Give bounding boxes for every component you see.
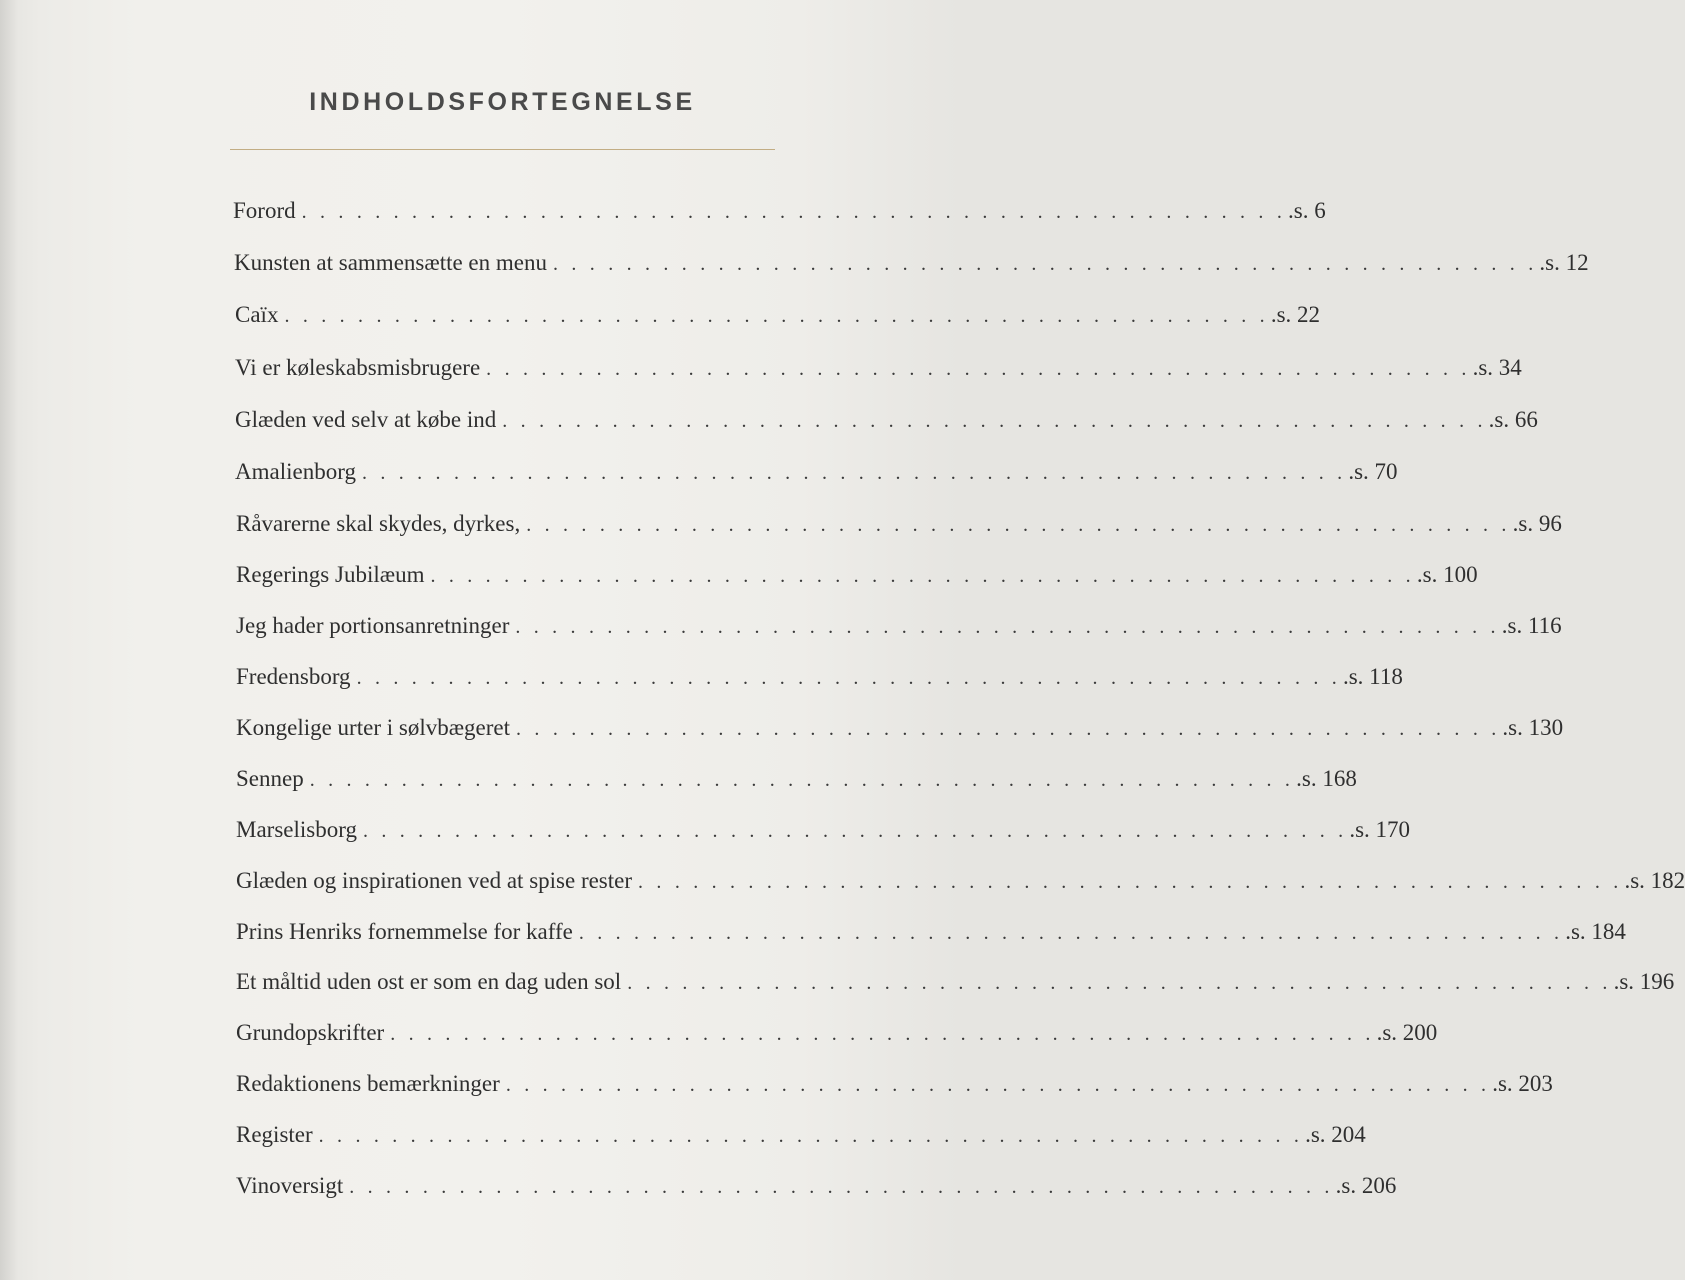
toc-entry	[234, 250, 1589, 276]
toc-entry-title: Prins Henriks fornemmelse for kaffe	[236, 919, 573, 944]
toc-entry	[235, 355, 1522, 381]
toc-entry-page: .s. 70	[1348, 459, 1398, 484]
toc-entry-page: .s. 204	[1305, 1122, 1366, 1147]
toc-entry-title: Jeg hader portionsanretninger	[236, 613, 510, 638]
toc-entry	[236, 868, 1685, 894]
dot-leader: . . . . . . . . . . . . . . . . . . . . . . . . . . . . . . . . . . . . . . . . . . . . . . . . . . . . . .	[356, 667, 1341, 689]
toc-entry-title: Marselisborg	[236, 817, 357, 842]
dot-leader: . . . . . . . . . . . . . . . . . . . . . . . . . . . . . . . . . . . . . . . . . . . . . . . . . . . . . .	[361, 462, 1347, 484]
toc-entry-page: .s. 66	[1488, 407, 1538, 432]
toc-entry-title: Regerings Jubilæum	[236, 562, 425, 587]
toc-entry-title: Sennep	[236, 766, 304, 791]
toc-entry	[236, 969, 1675, 995]
toc-entry-title: Kunsten at sammensætte en menu	[234, 250, 547, 275]
toc-entry	[236, 766, 1357, 792]
dot-leader: . . . . . . . . . . . . . . . . . . . . . . . . . . . . . . . . . . . . . . . . . . . . . . . . . . . . . .	[486, 358, 1471, 380]
toc-entry-title: Amalienborg	[235, 459, 356, 484]
page-title: INDHOLDSFORTEGNELSE	[309, 88, 696, 116]
toc-entry	[236, 1122, 1366, 1148]
toc-entry	[236, 511, 1562, 537]
toc-entry-title: Et måltid uden ost er som en dag uden sol	[236, 969, 622, 994]
toc-entry-page: .s. 96	[1512, 511, 1562, 536]
toc-entry-page: .s. 206	[1335, 1173, 1397, 1198]
toc-entry	[236, 562, 1478, 588]
toc-entry-page: .s. 170	[1349, 817, 1411, 842]
dot-leader: . . . . . . . . . . . . . . . . . . . . . . . . . . . . . . . . . . . . . . . . . . . . . . . . . . . . . .	[638, 871, 1623, 893]
toc-entry-title: Forord	[233, 198, 296, 223]
toc-entry	[236, 715, 1564, 741]
toc-entry-page: .s. 130	[1502, 715, 1564, 740]
dot-leader: . . . . . . . . . . . . . . . . . . . . . . . . . . . . . . . . . . . . . . . . . . . . . . . . . . . . . .	[526, 514, 1511, 536]
toc-entry	[236, 664, 1403, 690]
toc-entry-page: .s. 100	[1416, 562, 1478, 587]
dot-leader: . . . . . . . . . . . . . . . . . . . . . . . . . . . . . . . . . . . . . . . . . . . . . . . . . . . . . .	[578, 922, 1564, 944]
dot-leader: . . . . . . . . . . . . . . . . . . . . . . . . . . . . . . . . . . . . . . . . . . . . . . . . . . . . . .	[505, 1074, 1491, 1096]
toc-entry-page: .s. 203	[1492, 1071, 1553, 1096]
toc-entry	[236, 919, 1626, 945]
dot-leader: . . . . . . . . . . . . . . . . . . . . . . . . . . . . . . . . . . . . . . . . . . . . . . . . . . . . . .	[390, 1023, 1375, 1045]
dot-leader: . . . . . . . . . . . . . . . . . . . . . . . . . . . . . . . . . . . . . . . . . . . . . . . . . . . . . .	[627, 972, 1612, 994]
dot-leader: . . . . . . . . . . . . . . . . . . . . . . . . . . . . . . . . . . . . . . . . . . . . . . . . . . . . . .	[430, 565, 1415, 587]
toc-entry-title: Fredensborg	[236, 664, 351, 689]
dot-leader: . . . . . . . . . . . . . . . . . . . . . . . . . . . . . . . . . . . . . . . . . . . . . . . . . . . . . .	[318, 1125, 1304, 1147]
toc-entry	[235, 459, 1398, 485]
toc-entry-title: Caïx	[235, 302, 279, 327]
toc-entry-page: .s. 196	[1613, 969, 1675, 994]
toc-entry-page: .s. 118	[1342, 664, 1403, 689]
toc-entry-page: .s. 22	[1270, 302, 1321, 327]
dot-leader: . . . . . . . . . . . . . . . . . . . . . . . . . . . . . . . . . . . . . . . . . . . . . . . . . . . . . .	[284, 305, 1269, 327]
dot-leader: . . . . . . . . . . . . . . . . . . . . . . . . . . . . . . . . . . . . . . . . . . . . . . . . . . . . . .	[502, 410, 1487, 432]
toc-entry-page: .s. 116	[1501, 613, 1562, 638]
dot-leader: . . . . . . . . . . . . . . . . . . . . . . . . . . . . . . . . . . . . . . . . . . . . . . . . . . . . . .	[362, 820, 1348, 842]
toc-entry	[236, 1173, 1397, 1199]
toc-entry-title: Register	[236, 1122, 313, 1147]
dot-leader: . . . . . . . . . . . . . . . . . . . . . . . . . . . . . . . . . . . . . . . . . . . . . . . . . . . . . .	[309, 769, 1295, 791]
toc-entry-page: .s. 184	[1565, 919, 1626, 944]
dot-leader: . . . . . . . . . . . . . . . . . . . . . . . . . . . . . . . . . . . . . . . . . . . . . . . . . . . . . .	[349, 1176, 1334, 1198]
toc-entry-title: Glæden og inspirationen ved at spise rester	[236, 868, 633, 893]
toc-entry-title: Glæden ved selv at købe ind	[235, 407, 497, 432]
toc-entry-title: Råvarerne skal skydes, dyrkes,	[236, 511, 521, 536]
toc-entry	[236, 1071, 1553, 1097]
dot-leader: . . . . . . . . . . . . . . . . . . . . . . . . . . . . . . . . . . . . . . . . . . . . . . . . . . . . . .	[301, 201, 1287, 223]
dot-leader: . . . . . . . . . . . . . . . . . . . . . . . . . . . . . . . . . . . . . . . . . . . . . . . . . . . . . .	[516, 718, 1501, 740]
toc-entry	[236, 1020, 1438, 1046]
toc-entry-page: .s. 12	[1539, 250, 1589, 275]
toc-entry-title: Grundopskrifter	[236, 1020, 385, 1045]
toc-entry-page: .s. 34	[1472, 355, 1522, 380]
toc-entry	[236, 613, 1562, 639]
toc-entry	[236, 817, 1411, 843]
toc-entry-page: .s. 200	[1376, 1020, 1438, 1045]
toc-entry-title: Redaktionens bemærkninger	[236, 1071, 500, 1096]
toc-entry-page: .s. 182	[1624, 868, 1685, 893]
toc-entry-title: Kongelige urter i sølvbægeret	[236, 715, 511, 740]
toc-entry-page: .s. 168	[1296, 766, 1357, 791]
toc-entry	[235, 302, 1321, 328]
toc-entry-title: Vinoversigt	[236, 1173, 344, 1198]
dot-leader: . . . . . . . . . . . . . . . . . . . . . . . . . . . . . . . . . . . . . . . . . . . . . . . . . . . . . .	[515, 616, 1500, 638]
toc-entry-page: .s. 6	[1288, 198, 1326, 223]
toc-entry	[233, 198, 1326, 224]
toc-entry	[235, 407, 1538, 433]
dot-leader: . . . . . . . . . . . . . . . . . . . . . . . . . . . . . . . . . . . . . . . . . . . . . . . . . . . . . .	[553, 253, 1538, 275]
toc-entry-title: Vi er køleskabsmisbrugere	[235, 355, 481, 380]
